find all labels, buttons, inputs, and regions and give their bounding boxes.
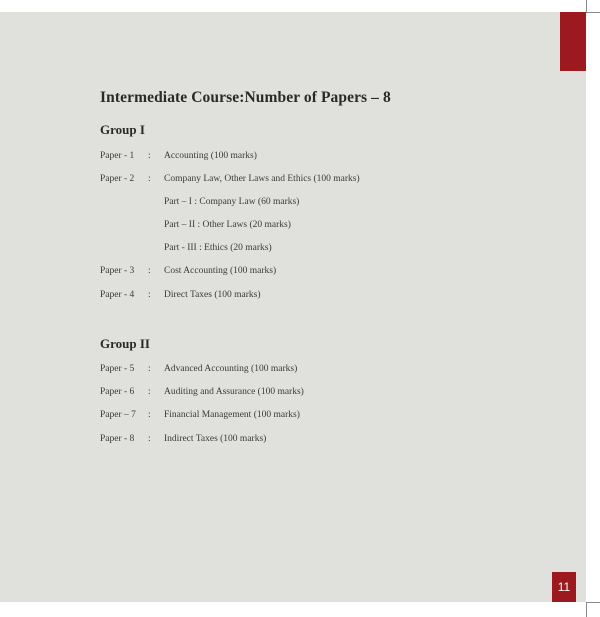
crop-mark-right-bottom [586,602,600,603]
separator: : [148,434,151,444]
paper-label: Paper – 7 [100,410,136,420]
separator: : [148,174,151,184]
separator: : [148,290,151,300]
page-title: Intermediate Course:Number of Papers – 8 [100,89,391,106]
paper-subject: Indirect Taxes (100 marks) [164,434,267,444]
paper-subject: Direct Taxes (100 marks) [164,290,261,300]
separator: : [148,387,151,397]
crop-mark-right-top [586,12,600,13]
paper-label: Paper - 8 [100,434,135,444]
paper-label: Paper - 3 [100,266,135,276]
crop-mark-top [586,0,587,12]
paper-label: Paper - 4 [100,290,135,300]
group-heading: Group II [100,336,150,351]
paper-subject: Part - III : Ethics (20 marks) [164,243,272,253]
crop-mark-bottom [586,602,587,617]
separator: : [148,151,151,161]
paper-subject: Part – II : Other Laws (20 marks) [164,220,291,230]
paper-subject: Part – I : Company Law (60 marks) [164,197,300,207]
paper-subject: Company Law, Other Laws and Ethics (100 marks) [164,174,360,184]
group-heading: Group I [100,122,145,137]
paper-subject: Advanced Accounting (100 marks) [164,364,298,374]
paper-subject: Financial Management (100 marks) [164,410,300,420]
paper-subject: Cost Accounting (100 marks) [164,266,277,276]
separator: : [148,266,151,276]
paper-label: Paper - 5 [100,364,135,374]
paper-label: Paper - 2 [100,174,135,184]
paper-subject: Accounting (100 marks) [164,151,257,161]
paper-label: Paper - 1 [100,151,135,161]
separator: : [148,364,151,374]
separator: : [148,410,151,420]
chapter-tab [560,12,586,71]
paper-label: Paper - 6 [100,387,135,397]
paper-subject: Auditing and Assurance (100 marks) [164,387,304,397]
page-number: 11 [552,572,576,602]
